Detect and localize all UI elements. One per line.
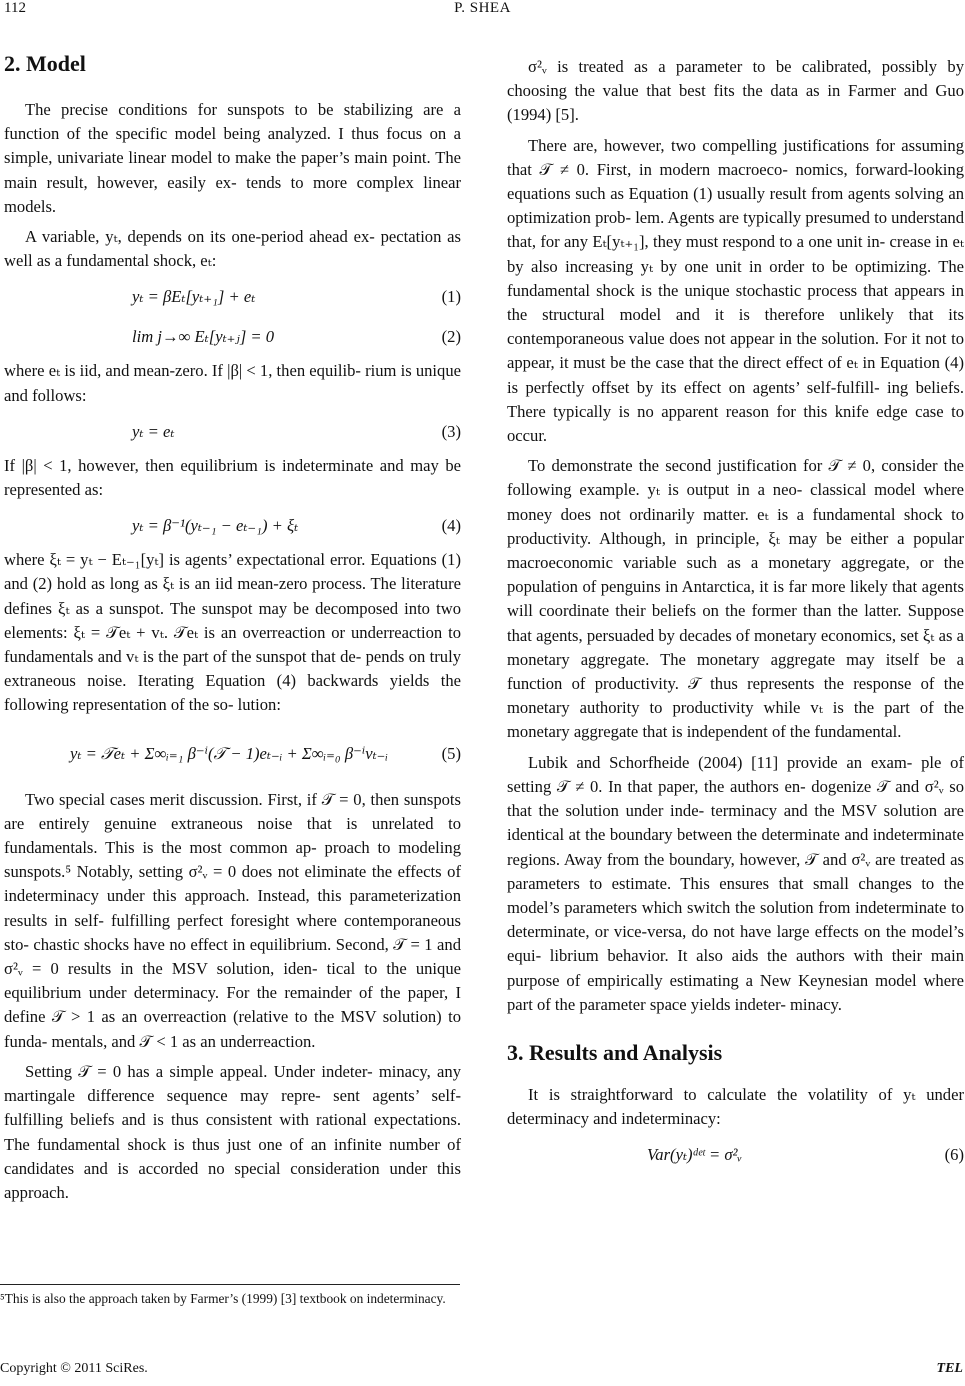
paragraph: If |β| < 1, however, then equilibrium is indeterminate and may be represented as: <box>4 455 461 500</box>
equation-expression: yₜ = eₜ <box>132 421 175 441</box>
equation-number: (5) <box>441 743 461 763</box>
equation-expression: lim j→∞ Eₜ[yₜ₊ⱼ] = 0 <box>132 327 275 347</box>
equation-2 <box>4 319 461 355</box>
equation-number: (6) <box>944 1145 964 1165</box>
equation-1 <box>4 279 461 315</box>
equation-number: (3) <box>441 421 461 441</box>
paragraph: To demonstrate the second justification for 𝒯 ≠ 0, consider the following example. yₜ is output in a neo- classical model where money does not ordinarily matter. eₜ is a fundamental shock to productivity. Although, in principle, ξₜ may be either a popular macroeconomic variable such as a monetary aggregate, or the population of penguins in Antarctica, it is far more likely that agents will coordinate their beliefs on the former than the latter. Suppose that agents, persuaded by decades of monetary economics, set ξₜ as a monetary aggregate. The monetary aggregate may itself be a function of productivity. 𝒯 thus represents the response of the monetary authority to productivity while vₜ is the part of the monetary aggregate that is independent of the fundamental. <box>507 456 964 742</box>
paragraph: There are, however, two compelling justifications for assuming that 𝒯 ≠ 0. First, in modern macroeco- nomics, forward-looking equations such as Equation (1) usually result from agents solving an optimization prob- lem. Agents are typically presumed to understand that, for any Eₜ[yₜ₊₁], they must respond to a one unit in- crease in eₜ by also increasing yₜ by one unit in order to be optimizing. The fundamental shock is the unique stochastic process that appears in the structural model and it is therefore unlikely that its contemporaneous value does not appear in the solution. For it not to appear, it must be the case that the direct effect of eₜ in Equation (4) is perfectly offset by its effect on agents’ self-fulfill- ing beliefs. There typically is no apparent reason for this knife edge case to occur. <box>507 135 964 446</box>
right-column <box>507 55 964 1177</box>
equation-expression: yₜ = 𝒯eₜ + Σ∞ᵢ₌₁ β⁻ⁱ(𝒯 − 1)eₜ₋ᵢ + Σ∞ᵢ₌₀ β⁻ⁱvₜ₋ᵢ <box>70 743 389 763</box>
paragraph: where eₜ is iid, and mean-zero. If |β| < 1, then equilib- rium is unique and follows: <box>4 361 461 405</box>
copyright-footer: Copyright © 2011 SciRes. <box>0 1361 148 1376</box>
running-head: P. SHEA <box>454 0 511 16</box>
equation-expression: yₜ = βEₜ[yₜ₊₁] + eₜ <box>132 287 256 307</box>
equation-expression: Var(yₜ)ᵈᵉᵗ = σ²ᵥ <box>647 1145 743 1165</box>
section-heading-results: 3. Results and Analysis <box>507 1039 723 1065</box>
page-number: 112 <box>4 0 26 16</box>
paragraph: Lubik and Schorfheide (2004) [11] provide an exam- ple of setting 𝒯 ≠ 0. In that paper, the authors en- dogenize 𝒯 and σ²ᵥ so that the solution under inde- terminacy and the MSV solution are identical at the boundary between the determinate and indeterminate regions. Away from the boundary, however, 𝒯 and σ²ᵥ are treated as parameters to estimate. This ensures that small changes to the model’s parameters which switch the solution from indeterminate to determinate, or vice-versa, do not have large effects on the model’s equi- librium behavior. It also aids the authors with their main purpose of empirically estimating a New Keynesian model where part of the parameter space yields indeter- minacy. <box>507 752 964 1014</box>
footnote: ⁵This is also the approach taken by Farmer’s (1999) [3] textbook on indeterminacy. <box>0 1291 446 1306</box>
paragraph: σ²ᵥ is treated as a parameter to be calibrated, possibly by choosing the value that best fits the data as in Farmer and Guo (1994) [5]. <box>507 57 964 125</box>
equation-number: (1) <box>441 287 461 307</box>
equation-number: (2) <box>441 327 461 347</box>
equation-5 <box>4 724 461 784</box>
paragraph: A variable, yₜ, depends on its one-period ahead ex- pectation as well as a fundamental shock, eₜ: <box>4 227 461 271</box>
paragraph: where ξₜ = yₜ − Eₜ₋₁[yₜ] is agents’ expectational error. Equations (1) and (2) hold as long as ξₜ is an iid mean-zero process. The literature defines ξₜ as a sunspot. The sunspot may be decomposed into two elements: ξₜ = 𝒯eₜ + vₜ. 𝒯eₜ is an overreaction or underreaction to fundamentals and vₜ is the part of the sunspot that de- pends on truly extraneous noise. Iterating Equation (4) backwards yields the following representation of the so- lution: <box>4 550 461 715</box>
equation-number: (4) <box>441 516 461 536</box>
footnote-rule <box>0 1284 460 1285</box>
equation-3 <box>4 414 461 450</box>
equation-6 <box>507 1137 964 1173</box>
equation-expression: yₜ = β⁻¹(yₜ₋₁ − eₜ₋₁) + ξₜ <box>132 516 299 536</box>
journal-name: TEL <box>936 1361 963 1376</box>
paragraph: Two special cases merit discussion. First, if 𝒯 = 0, then sunspots are entirely genuine extraneous noise that is unrelated to fundamentals. This is the most common ap- proach to modeling sunspots.⁵ Notably, setting σ²ᵥ = 0 does not eliminate the effects of indeterminacy under this approach. Instead, this parameterization results in self- fulfilling perfect foresight where contemporaneous sto- chastic shocks have no effect in equilibrium. Second, 𝒯 = 1 and σ²ᵥ = 0 results in the MSV solution, iden- tical to the unique equilibrium under determinacy. For the remainder of the paper, I define 𝒯 > 1 as an overreaction (relative to the MSV solution) to funda- mentals, and 𝒯 < 1 as an underreaction. <box>4 789 461 1051</box>
left-column <box>4 46 461 1211</box>
paragraph: The precise conditions for sunspots to be stabilizing are a function of the specific model being analyzed. I thus focus on a simple, univariate linear model to make the paper’s main point. The main result, however, easily ex- tends to more complex linear models. <box>4 100 461 216</box>
paragraph: It is straightforward to calculate the volatility of yₜ under determinacy and indeterminacy: <box>507 1084 964 1129</box>
section-heading-model: 2. Model <box>4 51 86 76</box>
paragraph: Setting 𝒯 = 0 has a simple appeal. Under indeter- minacy, any martingale difference sequence may repre- sent agents’ self-fulfilling beliefs and is thus consistent with rational expectations. The fundamental shock is thus just one of an infinite number of candidates and is accorded no special consideration under this approach. <box>4 1061 461 1202</box>
equation-4 <box>4 508 461 544</box>
